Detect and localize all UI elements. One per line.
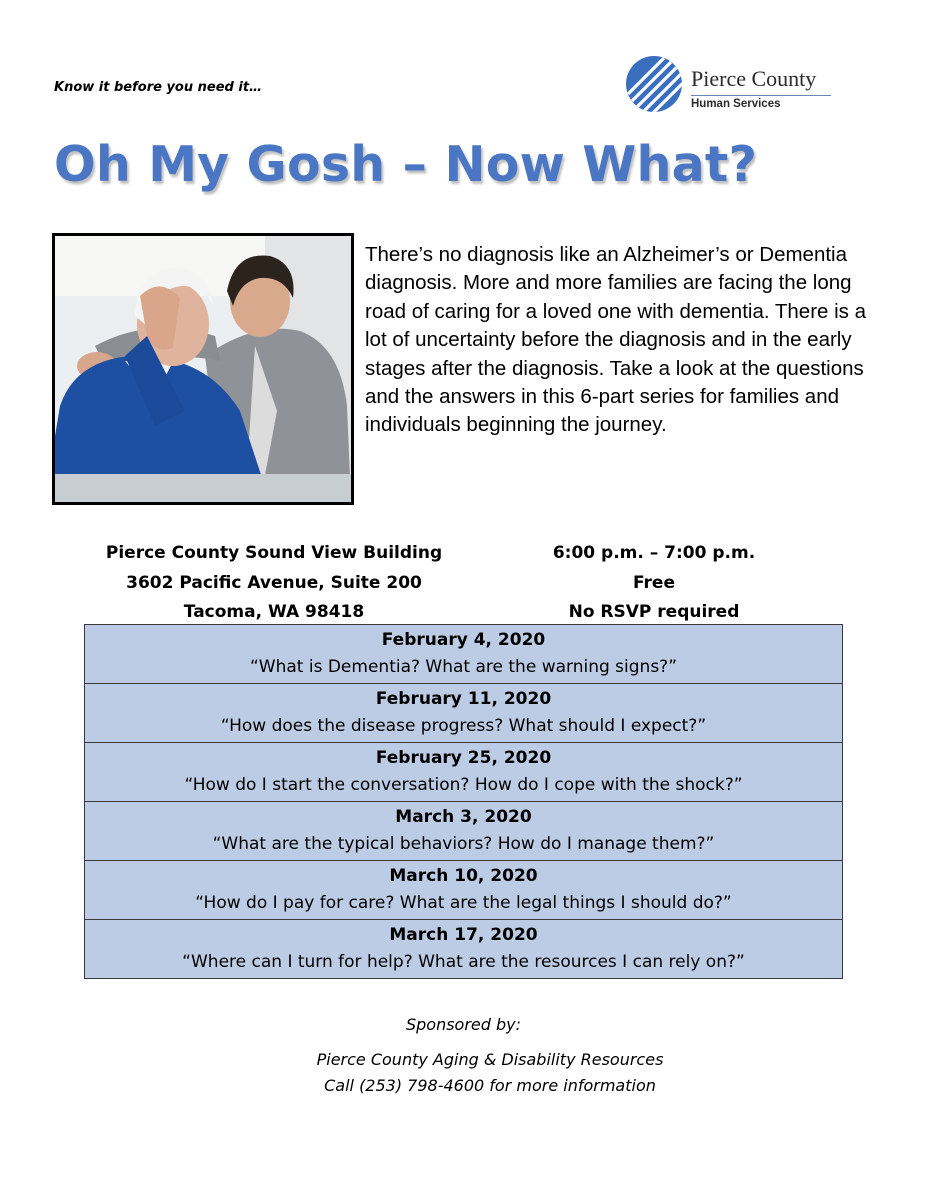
location-city: Tacoma, WA 98418 (183, 602, 365, 622)
session-question: “Where can I turn for help? What are the resources I can rely on?” (182, 952, 745, 972)
event-time: 6:00 p.m. – 7:00 p.m. (552, 543, 756, 563)
caregiver-photo (52, 233, 354, 505)
table-row (85, 920, 843, 979)
table-row (85, 861, 843, 920)
session-date: March 10, 2020 (389, 866, 538, 886)
table-row (85, 625, 843, 684)
event-cost: Free (633, 572, 675, 593)
logo-subtitle: Human Services (691, 98, 781, 110)
sponsor-organization: Pierce County Aging & Disability Resources (316, 1050, 664, 1069)
session-question: “How does the disease progress? What should I expect?” (220, 716, 707, 736)
caregiver-illustration (55, 236, 351, 502)
pierce-county-logo-icon (624, 54, 684, 114)
session-cell (85, 802, 843, 861)
location-address: 3602 Pacific Avenue, Suite 200 (126, 572, 422, 593)
session-question: “What is Dementia? What are the warning signs?” (249, 657, 678, 677)
session-cell (85, 743, 843, 802)
location-building: Pierce County Sound View Building (105, 543, 443, 563)
session-date: March 3, 2020 (395, 807, 532, 827)
session-question: “How do I pay for care? What are the legal things I should do?” (195, 893, 732, 913)
table-row (85, 743, 843, 802)
session-date: March 17, 2020 (389, 925, 538, 945)
intro-paragraph: There’s no diagnosis like an Alzheimer’s or Dementia diagnosis. More and more families are facing the long road of caring for a loved one with dementia. There is a lot of uncertainty before the diagnosis and in the early stages after the diagnosis. Take a look at the questions and the answers in this 6-part series for families and individuals beginning the journey. (365, 243, 867, 437)
session-cell (85, 861, 843, 920)
session-cell (85, 684, 843, 743)
sponsor-phone-info: Call (253) 798-4600 for more information (324, 1076, 656, 1095)
session-date: February 4, 2020 (381, 630, 546, 650)
session-question: “How do I start the conversation? How do I cope with the shock?” (184, 775, 743, 795)
tagline: Know it before you need it… (54, 80, 263, 95)
location-info (84, 539, 464, 628)
event-rsvp: No RSVP required (568, 602, 740, 622)
session-schedule-table (84, 624, 843, 979)
session-cell (85, 625, 843, 684)
logo-divider (691, 95, 831, 96)
session-date: February 11, 2020 (375, 689, 552, 709)
page-title: Oh My Gosh – Now What? (54, 136, 758, 193)
table-row (85, 802, 843, 861)
event-info (500, 539, 808, 628)
logo-name: Pierce County (691, 66, 817, 91)
pierce-county-logo (624, 54, 834, 116)
sponsor-label: Sponsored by: (405, 1015, 522, 1034)
session-date: February 25, 2020 (375, 748, 552, 768)
session-cell (85, 920, 843, 979)
table-row (85, 684, 843, 743)
session-question: “What are the typical behaviors? How do I manage them?” (212, 834, 715, 854)
